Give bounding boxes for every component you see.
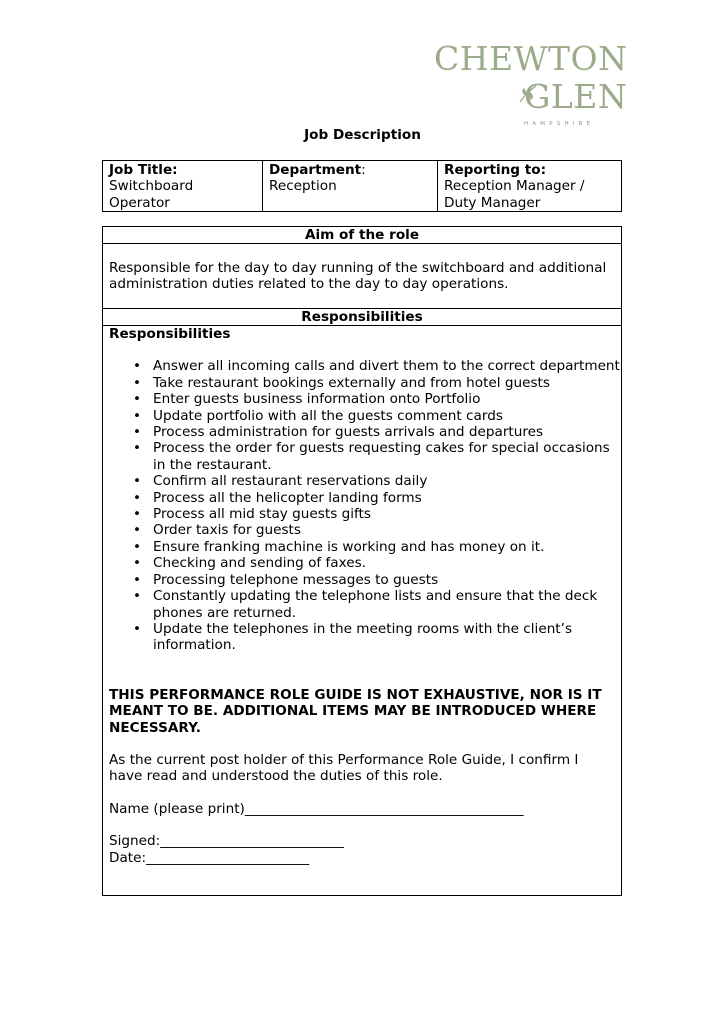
- list-item: • Update portfolio with all the guests comment cards: [153, 408, 621, 424]
- job-title-line2: Operator: [109, 194, 170, 211]
- list-item: • Take restaurant bookings externally and from hotel guests: [153, 375, 621, 391]
- list-item: • Enter guests business information onto Portfolio: [153, 391, 621, 407]
- list-item: • Confirm all restaurant reservations daily: [153, 473, 621, 489]
- reporting-line1: Reception Manager /: [444, 178, 585, 195]
- document-title: Job Description: [304, 127, 421, 143]
- disclaimer-notice: THIS PERFORMANCE ROLE GUIDE IS NOT EXHAUSTIVE, NOR IS IT MEANT TO BE. ADDITIONAL ITEMS MAY BE INTRODUCED WHERE NECESSARY.: [109, 686, 602, 736]
- list-item: • Process all mid stay guests gifts: [153, 506, 621, 522]
- job-header-table: [102, 160, 622, 212]
- list-item: • Ensure franking machine is working and has money on it.: [153, 539, 621, 555]
- department-cell: [263, 161, 438, 212]
- signed-line: Signed:___________________________: [109, 833, 344, 850]
- responsibilities-heading: Responsibilities: [103, 309, 621, 326]
- list-item: • Checking and sending of faxes.: [153, 555, 621, 571]
- list-item: • Process administration for guests arrivals and departures: [153, 424, 621, 440]
- list-item: • Process the order for guests requesting cakes for special occasions in the restaurant.: [153, 440, 621, 473]
- job-title-cell: [103, 161, 263, 212]
- job-title-label: Job Title:: [109, 162, 178, 178]
- reporting-line2: Duty Manager: [444, 194, 541, 211]
- role-details-frame: [102, 226, 622, 896]
- reporting-label: Reporting to:: [444, 162, 547, 178]
- department-value: Reception: [269, 178, 337, 195]
- responsibilities-list: [103, 358, 621, 653]
- reporting-cell: [438, 161, 622, 212]
- logo-line-chewton: CHEWTON: [434, 39, 628, 78]
- responsibilities-subheading: Responsibilities: [109, 326, 231, 342]
- name-print-line: Name (please print)_________________________________________: [109, 800, 524, 817]
- list-item: • Process all the helicopter landing forms: [153, 490, 621, 506]
- chewton-glen-logo: [432, 38, 628, 130]
- list-item: • Answer all incoming calls and divert them to the correct department: [153, 358, 621, 374]
- list-item: • Processing telephone messages to guests: [153, 572, 621, 588]
- aim-heading: Aim of the role: [103, 227, 621, 244]
- logo-line-glen: GLEN: [524, 77, 628, 116]
- list-item: • Constantly updating the telephone lists and ensure that the deck phones are returned.: [153, 588, 621, 621]
- logo-subline: HAMPSHIRE: [524, 121, 595, 127]
- date-line: Date:________________________: [109, 849, 310, 866]
- aim-text: Responsible for the day to day running of the switchboard and additional administration duties related to the day to day operations.: [103, 244, 621, 309]
- job-title-line1: Switchboard: [109, 178, 194, 195]
- department-colon: :: [361, 162, 366, 178]
- list-item: • Update the telephones in the meeting rooms with the client’s information.: [153, 621, 621, 654]
- confirmation-text: As the current post holder of this Performance Role Guide, I confirm I have read and understood the duties of this role.: [109, 751, 579, 785]
- list-item: • Order taxis for guests: [153, 522, 621, 538]
- department-label: Department: [269, 162, 362, 178]
